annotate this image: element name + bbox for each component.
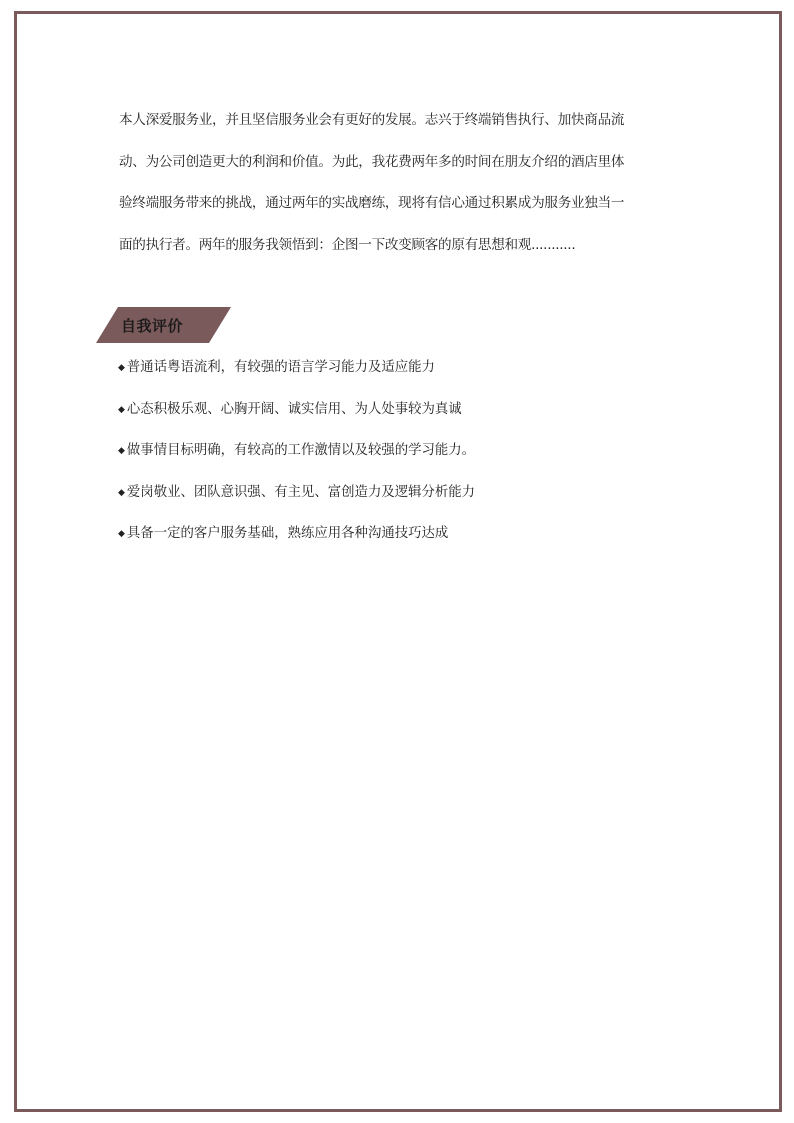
list-item-text: 具备一定的客户服务基础，熟练应用各种沟通技巧达成 <box>126 526 449 541</box>
list-item <box>118 353 475 395</box>
self-evaluation-list <box>118 353 475 561</box>
diamond-icon: ◆ <box>118 529 125 539</box>
intro-line: 验终端服务带来的挑战，通过两年的实战磨练，现将有信心通过积累成为服务业独当一 <box>119 195 625 211</box>
diamond-icon: ◆ <box>118 404 125 415</box>
list-item <box>118 395 475 437</box>
list-item <box>118 519 475 561</box>
section-title: 自我评价 <box>121 317 184 335</box>
diamond-icon: ◆ <box>118 363 125 373</box>
list-item-text: 心态积极乐观、心胸开阔、诚实信用、为人处事较为真诚 <box>126 401 462 417</box>
list-item-text: 爱岗敬业、团队意识强、有主见、富创造力及逻辑分析能力 <box>126 484 476 500</box>
list-item-text: 普通话粤语流利，有较强的语言学习能力及适应能力 <box>126 360 435 375</box>
diamond-icon: ◆ <box>118 446 125 456</box>
diamond-icon: ◆ <box>118 487 125 498</box>
list-item-text: 做事情目标明确，有较高的工作激情以及较强的学习能力。 <box>126 443 476 458</box>
list-item <box>118 478 475 520</box>
section-header-self-evaluation <box>96 307 231 343</box>
intro-line: 动、为公司创造更大的利润和价值。为此，我花费两年多的时间在朋友介绍的酒店里体 <box>119 153 625 170</box>
intro-line: 面的执行者。两年的服务我领悟到：企图一下改变顾客的原有思想和观........... <box>119 236 576 253</box>
intro-paragraph <box>119 100 679 266</box>
intro-line: 本人深爱服务业，并且坚信服务业会有更好的发展。志兴于终端销售执行、加快商品流 <box>119 112 625 128</box>
list-item <box>118 436 475 478</box>
